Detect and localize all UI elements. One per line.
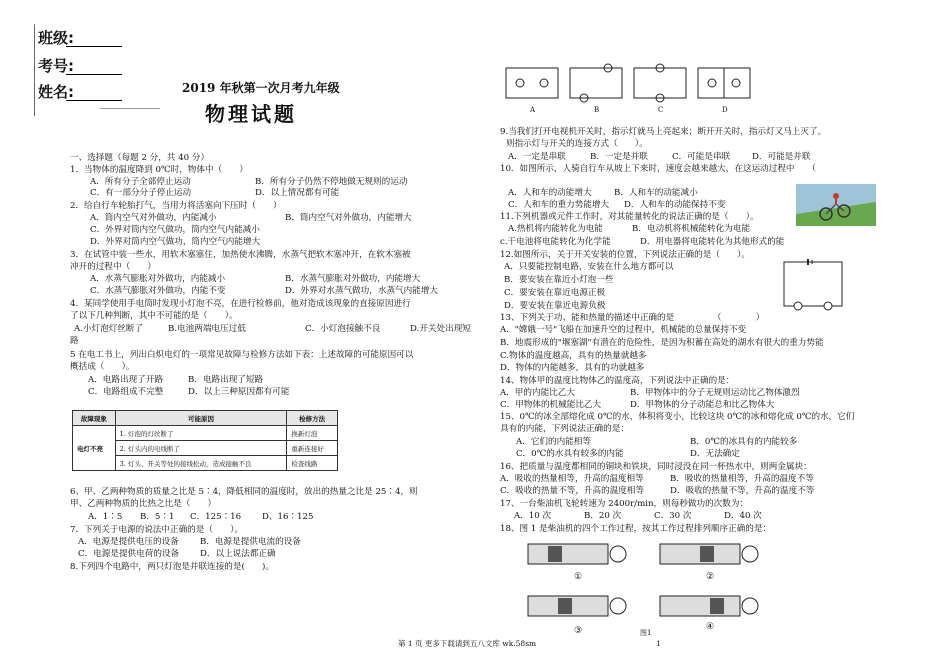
question-11: 11.下列机器或元件工作时，对其能量转化的说法正确的是（ ）。 [500, 212, 759, 222]
question-14: 14、物体甲的温度比物体乙的温度高，下列说法中正确的是： [500, 376, 735, 386]
q2-option-d: D．外界对筒内空气做功，筒内空气内能增大 [90, 237, 261, 247]
class-label: 班级: [38, 29, 74, 47]
q17-option-a: A．10 次 [514, 511, 552, 521]
q15-option-a: A．它们的内能相等 [516, 437, 591, 447]
exam-no-label: 考号: [38, 57, 74, 75]
q4-option-d-cont: 路 [70, 336, 79, 346]
fault-reason: 1. 灯泡的灯丝断了 [115, 426, 287, 441]
q7-option-c: C．电源是提供电荷的设备 [78, 549, 180, 559]
q14-option-c: C．甲物体的机械能比乙大 [500, 400, 602, 410]
q2-option-c: C．外界对筒内空气做功，筒内空气内能减小 [90, 225, 260, 235]
page-number: 1 [656, 639, 661, 648]
question-1: 1．当物体的温度降到 0℃时，物体中（ ） [70, 165, 248, 175]
fault-header-reason: 可能原因 [115, 411, 287, 426]
q9-option-b: B．一定是并联 [590, 152, 648, 162]
q12-option-b: B．要安装在靠近小灯泡一些 [504, 275, 614, 285]
engine-label-2: ② [706, 572, 715, 582]
fault-reason: 2. 灯头内的电线断了 [115, 441, 287, 456]
q13-option-a: A．"嫦娥一号"飞船在加速升空的过程中，机械能的总量保持不变 [500, 325, 747, 335]
q4-option-a: A.小灯泡灯丝断了 [74, 324, 144, 334]
q14-option-d: D．甲物体的分子动能总和比乙物体大 [630, 400, 775, 410]
q17-option-c: C．30 次 [654, 511, 692, 521]
fault-method: 换新灯泡 [287, 426, 338, 441]
q7-option-b: B．电源是提供电流的设备 [200, 537, 301, 547]
question-5-cont: 概括成（ ）。 [70, 362, 135, 372]
question-8: 8.下列四个电路中，两只灯泡是并联连接的是( )。 [70, 562, 274, 572]
circuit-label-a: A [530, 106, 536, 114]
question-4-cont: 了以下几种判断，其中不可能的是（ ）。 [70, 311, 238, 321]
q11-option-c: c.干电池将电能转化为化学能 [500, 237, 611, 247]
fault-method: 重新连接好 [287, 441, 338, 456]
q12-option-a: A．只要能控制电路，安装在什么地方都可以 [504, 262, 674, 272]
question-17: 17、一台柴油机飞轮转速为 2400r/min，则每秒做功的次数为： [500, 499, 749, 509]
fault-method: 检查线路 [287, 456, 338, 471]
question-13: 13、下列关于功、能和热量的描述中正确的是 （ ） [500, 313, 765, 323]
engine-stroke-3 [518, 588, 638, 624]
q12-option-d: D．要安装在靠近电源负极 [504, 301, 606, 311]
engine-stroke-2 [650, 536, 770, 572]
q5-option-b: B．电路出现了短路 [188, 375, 264, 385]
question-12: 12.如图所示，关于开关安装的位置，下列说法正确的是（ ）。 [500, 250, 750, 260]
q7-option-a: A．电源是提供电压的设备 [78, 537, 179, 547]
q4-option-d: D.开关处出现短 [410, 324, 471, 334]
q4-option-c: C．小灯泡接触不良 [305, 324, 381, 334]
q7-option-d: D．以上说法都正确 [200, 549, 276, 559]
q10-option-d: D．人和车的动能保持不变 [624, 200, 726, 210]
q15-option-c: C．0℃的水具有较多的内能 [516, 449, 624, 459]
q5-option-a: A．电路出现了开路 [88, 375, 163, 385]
q2-option-b: B．筒内空气对外做功，内能增大 [285, 213, 412, 223]
switch-circuit [778, 256, 848, 312]
q9-option-d: D．可能是并联 [752, 152, 811, 162]
q1-option-c: C．有一部分分子停止运动 [90, 188, 192, 198]
header-corner-line [100, 108, 160, 109]
q11-option-a: A.热机将内能转化为电能 [508, 224, 603, 234]
question-5: 5 在电工书上，列出白炽电灯的一项常见故障与检修方法如下表：上述故障的可能原因可以 [70, 350, 414, 360]
engine-label-4: ④ [706, 622, 715, 632]
question-7: 7．下列关于电源的说法中正确的是（ ）。 [70, 525, 244, 535]
q15-option-b: B．0℃的冰具有的内能较多 [690, 437, 798, 447]
q3-option-c: C．水蒸气膨胀对外做功，内能不变 [90, 286, 226, 296]
question-9-cont: 则指示灯与开关的连接方式（ ）。 [506, 139, 648, 149]
question-15: 15、0℃的冰全部熔化成 0℃的水，体积将变小，比较这块 0℃的冰和熔化成 0℃的水，它们 [500, 412, 855, 422]
engine-label-3: ③ [574, 626, 583, 636]
q14-option-a: A．甲的内能比乙大 [500, 388, 575, 398]
q17-option-d: D．40 次 [724, 511, 762, 521]
q3-option-a: A．水蒸气膨胀对外做功，内能减小 [90, 274, 226, 284]
question-6: 6、甲、乙两种物质的质量之比是 5∶4，降低相同的温度时，放出的热量之比是 25∶4，则 [70, 487, 418, 497]
fault-table [72, 410, 338, 471]
question-18: 18、图 1 是柴油机的四个工作过程，按其工作过程排列顺序正确的是： [500, 524, 772, 534]
q12-option-c: C．要安装在靠近电源正极 [504, 288, 606, 298]
class-field[interactable] [66, 46, 122, 47]
q11-option-b: B．电动机将机械能转化为电能 [632, 224, 751, 234]
q3-option-b: B．水蒸气膨胀对外做功，内能增大 [285, 274, 421, 284]
q16-option-a: A．吸收的热量相等，升高的温度相等 [500, 474, 644, 484]
question-9: 9.当我们打开电视机开关时，指示灯就马上亮起来；断开开关时，指示灯又马上灭了。 [500, 127, 827, 137]
q10-option-b: B．人和车的动能减小 [614, 188, 698, 198]
question-2: 2．给自行车轮胎打气，当用力将活塞向下压时（ ） [70, 201, 282, 211]
circuit-label-b: B [594, 106, 600, 114]
subject-title: 物理试题 [205, 102, 297, 126]
question-16: 16、把质量与温度都相同的铜块和铁块，同时浸没在同一杯热水中，则两金属块： [500, 462, 812, 472]
question-6-cont: 甲、乙两种物质的比热之比是（ ） [70, 499, 217, 509]
engine-stroke-4 [650, 588, 770, 624]
fault-reason: 3. 灯头、开关等处的接线松动，造成接触不良 [115, 456, 287, 471]
q15-option-d: D．无法确定 [690, 449, 740, 459]
q10-option-a: A．人和车的动能增大 [508, 188, 592, 198]
q16-option-d: D．吸收的热量不等，升高的温度不等 [670, 486, 815, 496]
q6-option-d: D、16∶125 [262, 512, 314, 522]
q3-option-d: D．外界对水蒸气做功，水蒸气内能增大 [285, 286, 438, 296]
q1-option-b: B．所有分子仍然不停地做无规则的运动 [255, 177, 408, 187]
fault-symptom: 电灯不亮 [73, 426, 116, 471]
question-4: 4．某同学使用手电筒时发现小灯泡不亮，在进行检修前，他对造成该现象的直接原因进行 [70, 299, 411, 309]
name-field[interactable] [66, 100, 122, 101]
exam-no-field[interactable] [66, 74, 122, 75]
circuit-label-c: C [658, 106, 664, 114]
fault-header-method: 检修方法 [287, 411, 338, 426]
question-15-cont: 具有的内能，下列说法正确的是： [500, 424, 629, 434]
engine-stroke-1 [518, 536, 638, 572]
q10-option-c: C．人和车的重力势能增大 [508, 200, 610, 210]
q1-option-d: D．以上情况都有可能 [255, 188, 340, 198]
figure-1-label: 图1 [640, 629, 652, 637]
q13-option-b: B．地震形成的"堰塞湖"有潜在的危险性，是因为积蓄在高处的湖水有很大的重力势能 [500, 338, 824, 348]
name-label: 姓名: [38, 83, 74, 101]
engine-label-1: ① [574, 572, 583, 582]
q1-option-a: A．所有分子全部停止运动 [90, 177, 191, 187]
question-10: 10．如图所示，人骑自行车从坡上下来时，速度会越来越大，在这运动过程中 （ [500, 164, 817, 174]
q5-option-c: C．电路组成不完整 [88, 387, 164, 397]
q5-option-d: D．以上三种原因都有可能 [188, 387, 290, 397]
q6-option-a: A．1∶5 [88, 512, 123, 522]
q13-option-c: C.物体的温度越高，具有的热量就越多 [500, 351, 647, 361]
q11-option-d: D．用电器将电能转化为其他形式的能 [640, 237, 785, 247]
fault-header-symptom: 故障现象 [73, 411, 116, 426]
q6-option-b: B．5∶1 [140, 512, 175, 522]
q4-option-b: B.电池两端电压过低 [168, 324, 246, 334]
q14-option-b: B．甲物体中的分子无规则运动比乙物体激烈 [630, 388, 800, 398]
exam-title: 2019 年秋第一次月考九年级 [182, 81, 340, 95]
q2-option-a: A．筒内空气对外做功，内能减小 [90, 213, 217, 223]
question-3: 3．在试管中装一些水，用软木塞塞住，加热使水沸腾，水蒸气把软木塞冲开，在软木塞被 [70, 250, 411, 260]
q13-option-d: D．物体的内能越多，具有的功就越多 [500, 363, 645, 373]
circuit-label-d: D [722, 106, 728, 114]
page-footer: 第 1 页 更多下载请到五八文库 wk.58sm [398, 639, 537, 648]
q16-option-b: B．吸收的热量相等，升高的温度不等 [670, 474, 814, 484]
cyclist-image [796, 184, 876, 226]
question-3-cont: 冲开的过程中（ ） [70, 262, 156, 272]
q17-option-b: B．20 次 [584, 511, 622, 521]
q9-option-a: A．一定是串联 [508, 152, 566, 162]
q9-option-c: C．可能是串联 [672, 152, 731, 162]
circuit-diagrams [500, 62, 760, 120]
q16-option-c: C．吸收的热量不等，升高的温度相等 [500, 486, 645, 496]
q6-option-c: C．125∶16 [190, 512, 242, 522]
section-heading: 一、选择题（每题 2 分，共 40 分） [70, 153, 210, 163]
